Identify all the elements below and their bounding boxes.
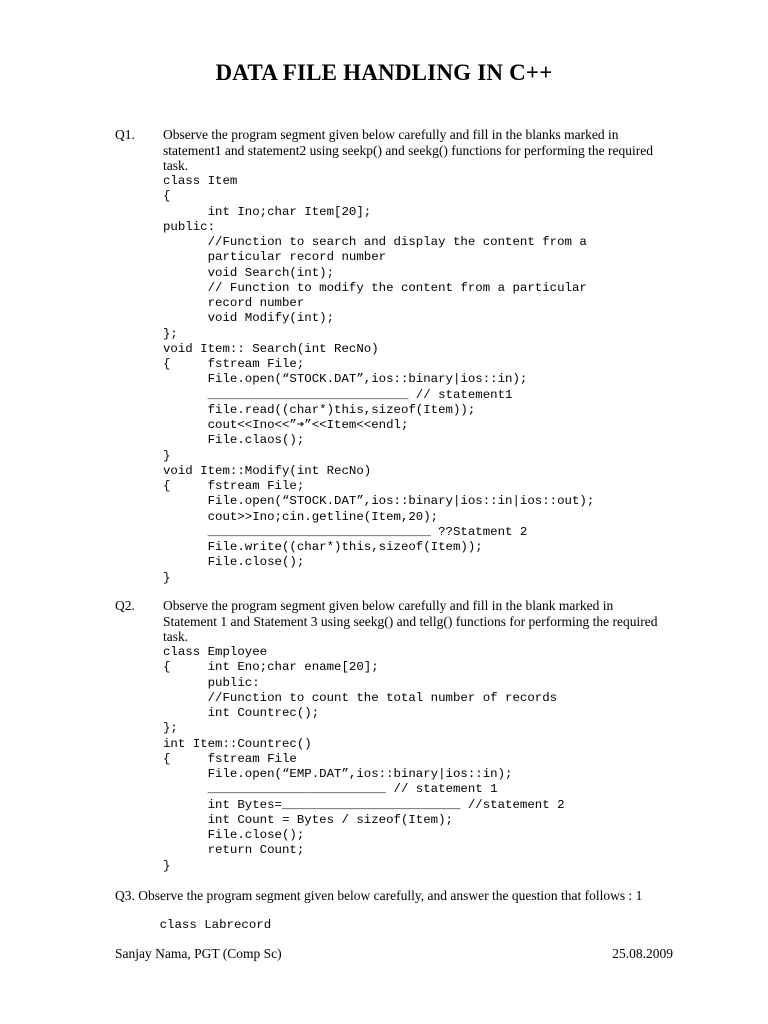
code-line: ______________________________ ??Statment 2 xyxy=(163,524,528,539)
code-line: record number xyxy=(163,296,305,310)
question-1-text: Observe the program segment given below carefully and fill in the blanks marked in statement1 and statement2 using seekp() and seekg() functions for performing the required task. xyxy=(163,127,653,173)
code-line: //Function to search and display the content from a xyxy=(163,235,587,249)
code-line: File.close(); xyxy=(163,555,305,570)
code-line: ___________________________ // statement1 xyxy=(163,387,513,402)
code-line: File.open(“STOCK.DAT”,ios::binary|ios::in); xyxy=(163,372,528,387)
page-title: DATA FILE HANDLING IN C++ xyxy=(215,60,553,85)
code-line: File.open(“STOCK.DAT”,ios::binary|ios::in|ios::out); xyxy=(163,494,595,509)
code-line: { int Eno;char ename[20]; xyxy=(163,660,379,675)
code-line: file.read((char*)this,sizeof(Item)); xyxy=(163,402,476,417)
code-line: cout>>Ino;cin.getline(Item,20); xyxy=(163,509,439,524)
code-line: int Ino;char Item[20]; xyxy=(163,204,372,219)
code-line: }; xyxy=(163,326,178,341)
code-line: int Countrec(); xyxy=(163,706,320,720)
code-line: //Function to count the total number of records xyxy=(163,690,558,705)
code-line: File.claos(); xyxy=(163,433,305,448)
code-line: } xyxy=(163,448,171,463)
code-line: particular record number xyxy=(163,250,387,265)
code-line: class Employee xyxy=(163,645,268,659)
question-3-code xyxy=(115,918,615,933)
code-line: } xyxy=(163,858,171,873)
code-line: { fstream File xyxy=(163,751,297,766)
footer-author: Sanjay Nama, PGT (Comp Sc) xyxy=(115,946,282,961)
code-line: public: xyxy=(163,219,216,234)
code-line: return Count; xyxy=(163,843,305,858)
question-1-code xyxy=(163,174,663,586)
question-2-number: Q2. xyxy=(115,598,135,613)
code-line: class Labrecord xyxy=(115,918,272,932)
code-line: { fstream File; xyxy=(163,357,305,371)
code-line: // Function to modify the content from a particular xyxy=(163,280,587,295)
question-2-code xyxy=(163,645,663,874)
code-line: { xyxy=(163,189,171,204)
code-line: void Item:: Search(int RecNo) xyxy=(163,341,379,356)
code-line: public: xyxy=(163,675,260,690)
question-3-text: Q3. Observe the program segment given below carefully, and answer the question that follows : 1 xyxy=(115,888,643,903)
code-line: int Bytes=________________________ //statement 2 xyxy=(163,797,565,812)
code-line: { fstream File; xyxy=(163,479,305,493)
code-line: void Item::Modify(int RecNo) xyxy=(163,463,372,478)
code-line: class Item xyxy=(163,174,238,188)
code-line: int Count = Bytes / sizeof(Item); xyxy=(163,812,453,827)
code-line: }; xyxy=(163,721,178,736)
footer-date: 25.08.2009 xyxy=(612,946,673,961)
code-line: File.close(); xyxy=(163,828,305,842)
code-line: void Modify(int); xyxy=(163,311,335,326)
code-line: File.open(“EMP.DAT”,ios::binary|ios::in); xyxy=(163,767,513,781)
code-line: void Search(int); xyxy=(163,265,335,280)
code-line: cout<<Ino<<”➔”<<Item<<endl; xyxy=(163,418,409,432)
question-2-text: Observe the program segment given below carefully and fill in the blank marked in Statement 1 and Statement 3 using seekg() and tellg() functions for performing the required task. xyxy=(163,598,658,644)
code-line: } xyxy=(163,570,171,585)
code-line: int Item::Countrec() xyxy=(163,736,312,751)
code-line: File.write((char*)this,sizeof(Item)); xyxy=(163,540,483,554)
code-line: ________________________ // statement 1 xyxy=(163,782,498,797)
question-1-number: Q1. xyxy=(115,127,135,142)
